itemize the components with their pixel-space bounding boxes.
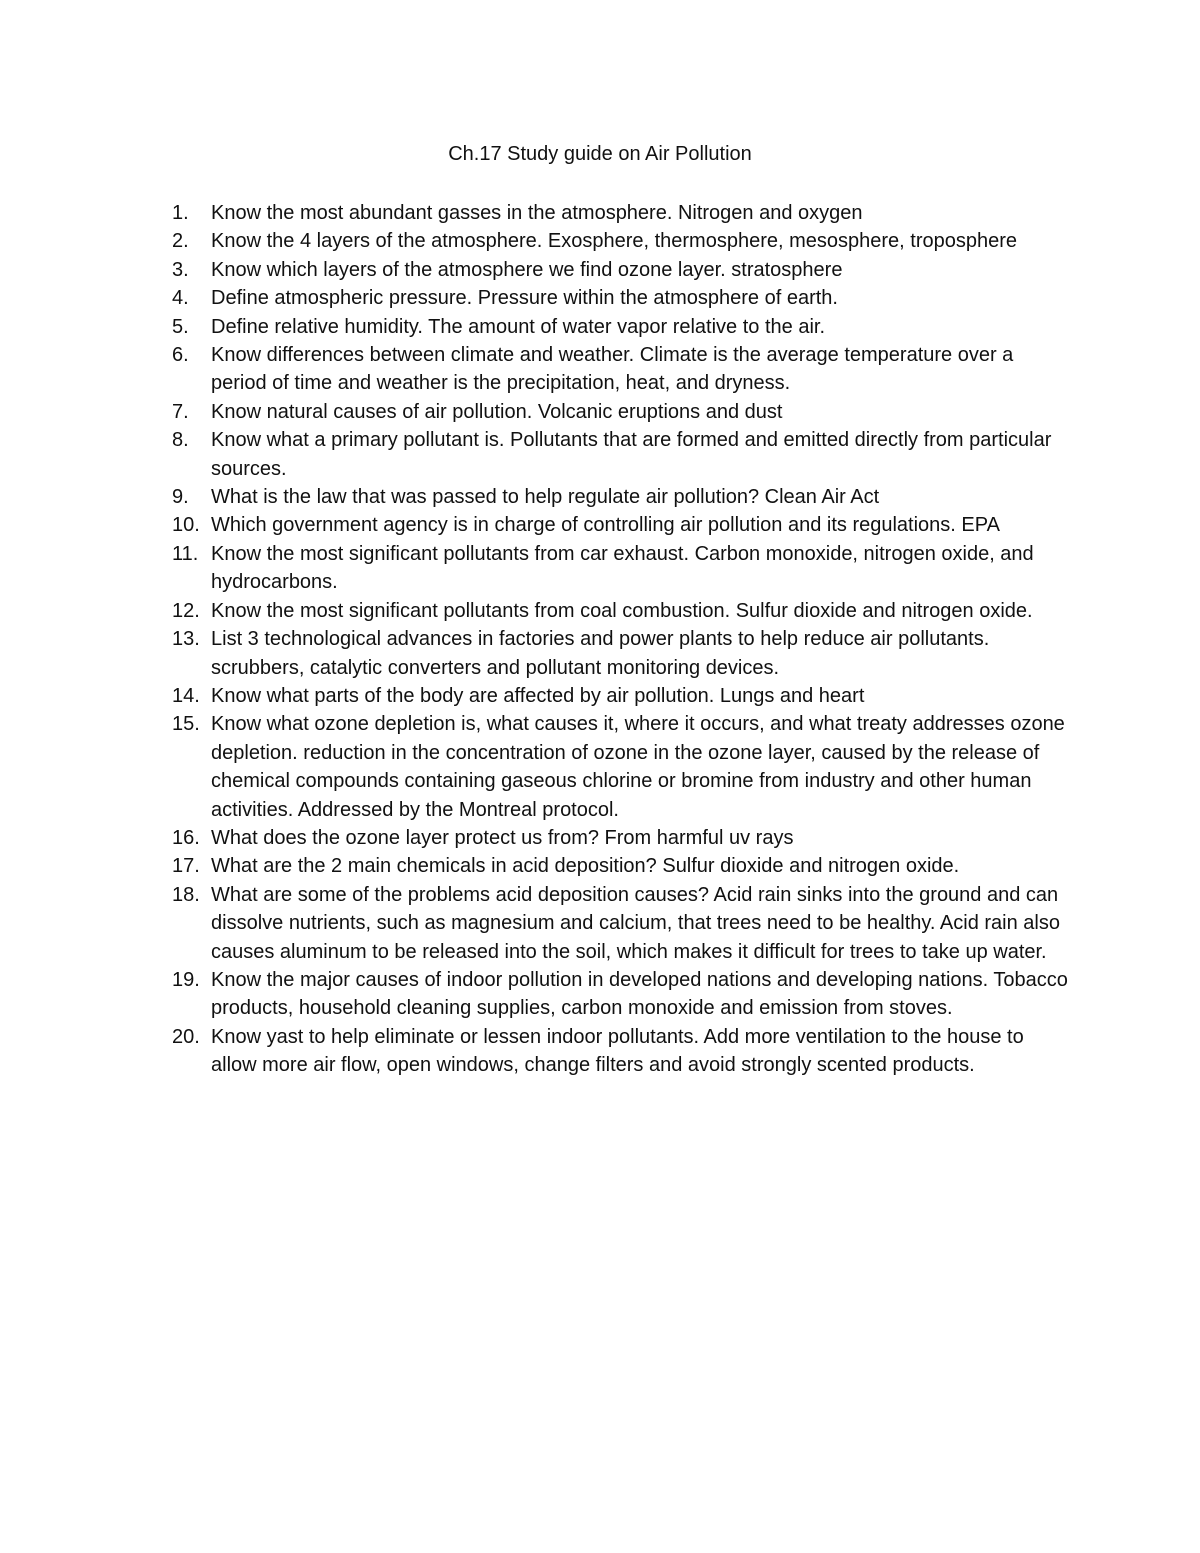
list-item — [172, 398, 1072, 426]
item-number: 12. — [172, 599, 200, 622]
item-number: 5. — [172, 315, 189, 338]
item-text: Which government agency is in charge of controlling air pollution and its regulations. EPA — [211, 514, 1000, 537]
item-number: 4. — [172, 287, 189, 310]
item-text: Know the most significant pollutants from coal combustion. Sulfur dioxide and nitrogen oxide. — [211, 599, 1033, 622]
item-number: 3. — [172, 258, 189, 281]
item-text: Define atmospheric pressure. Pressure within the atmosphere of earth. — [211, 287, 838, 310]
item-number: 14. — [172, 684, 200, 707]
list-item — [172, 682, 1072, 710]
list-item — [172, 313, 1072, 341]
item-text: Know yast to help eliminate or lessen indoor pollutants. Add more ventilation to the house to allow more air flow, open windows, change filters and avoid strongly scented products. — [211, 1025, 1024, 1077]
item-text: Know the most significant pollutants from car exhaust. Carbon monoxide, nitrogen oxide, and hydrocarbons. — [211, 542, 1034, 594]
list-item — [172, 625, 1072, 682]
list-item — [172, 852, 1072, 880]
item-text: Know natural causes of air pollution. Volcanic eruptions and dust — [211, 400, 783, 423]
item-number: 1. — [172, 202, 189, 224]
document-title: Ch.17 Study guide on Air Pollution — [448, 143, 752, 165]
item-text: Know the major causes of indoor pollution in developed nations and developing nations. Tobacco products, household cleaning supplies, carbon monoxide and emission from stoves. — [211, 968, 1068, 1020]
list-item — [172, 483, 1072, 511]
item-number: 15. — [172, 713, 200, 736]
list-item — [172, 540, 1072, 597]
item-number: 8. — [172, 429, 189, 452]
item-number: 19. — [172, 968, 200, 991]
item-text: Know the 4 layers of the atmosphere. Exosphere, thermosphere, mesosphere, troposphere — [211, 230, 1018, 253]
item-number: 13. — [172, 628, 200, 651]
item-number: 9. — [172, 486, 189, 509]
item-text: Know which layers of the atmosphere we find ozone layer. stratosphere — [211, 258, 843, 281]
item-text: List 3 technological advances in factories and power plants to help reduce air pollutants. scrubbers, catalytic converters and pollutant monitoring devices. — [211, 628, 990, 679]
item-text: Know what parts of the body are affected by air pollution. Lungs and heart — [211, 684, 865, 707]
item-number: 6. — [172, 344, 189, 367]
list-item — [172, 199, 1072, 227]
item-text: Know differences between climate and weather. Climate is the average temperature over a period of time and weather is the precipitation, heat, and dryness. — [211, 344, 1014, 395]
list-item — [172, 284, 1072, 312]
item-number: 2. — [172, 230, 189, 253]
item-number: 18. — [172, 883, 200, 906]
list-item — [172, 227, 1072, 255]
question-list — [172, 199, 1072, 1080]
list-item — [172, 881, 1072, 966]
list-item — [172, 597, 1072, 625]
item-number: 7. — [172, 400, 189, 423]
item-text: What are some of the problems acid deposition causes? Acid rain sinks into the ground and can dissolve nutrients, such as magnesium and calcium, that trees need to be healthy. Acid rain also causes aluminum to be released into the soil, which makes it difficult for trees to take up water. — [211, 883, 1060, 963]
item-text: What is the law that was passed to help regulate air pollution? Clean Air Act — [211, 486, 880, 509]
item-text: What are the 2 main chemicals in acid deposition? Sulfur dioxide and nitrogen oxide. — [211, 855, 960, 878]
item-text: Define relative humidity. The amount of water vapor relative to the air. — [211, 315, 826, 338]
item-text: What does the ozone layer protect us from? From harmful uv rays — [211, 826, 794, 849]
item-text: Know what ozone depletion is, what causes it, where it occurs, and what treaty addresses ozone depletion. reduction in the concentration of ozone in the ozone layer, caused by the release of chemical compounds containing gaseous chlorine or bromine from industry and other human activities. Addressed by the Montreal protocol. — [211, 713, 1065, 821]
item-text: Know what a primary pollutant is. Pollutants that are formed and emitted directly from particular sources. — [211, 429, 1052, 480]
list-item — [172, 511, 1072, 539]
item-number: 16. — [172, 826, 200, 849]
item-number: 11. — [172, 542, 199, 565]
list-item — [172, 1023, 1072, 1080]
list-item — [172, 824, 1072, 852]
list-item — [172, 341, 1072, 398]
item-text: Know the most abundant gasses in the atmosphere. Nitrogen and oxygen — [211, 202, 863, 224]
list-item — [172, 710, 1072, 824]
item-number: 10. — [172, 514, 200, 537]
list-item — [172, 256, 1072, 284]
list-item — [172, 426, 1072, 483]
list-item — [172, 966, 1072, 1023]
item-number: 20. — [172, 1025, 200, 1048]
item-number: 17. — [172, 855, 200, 878]
